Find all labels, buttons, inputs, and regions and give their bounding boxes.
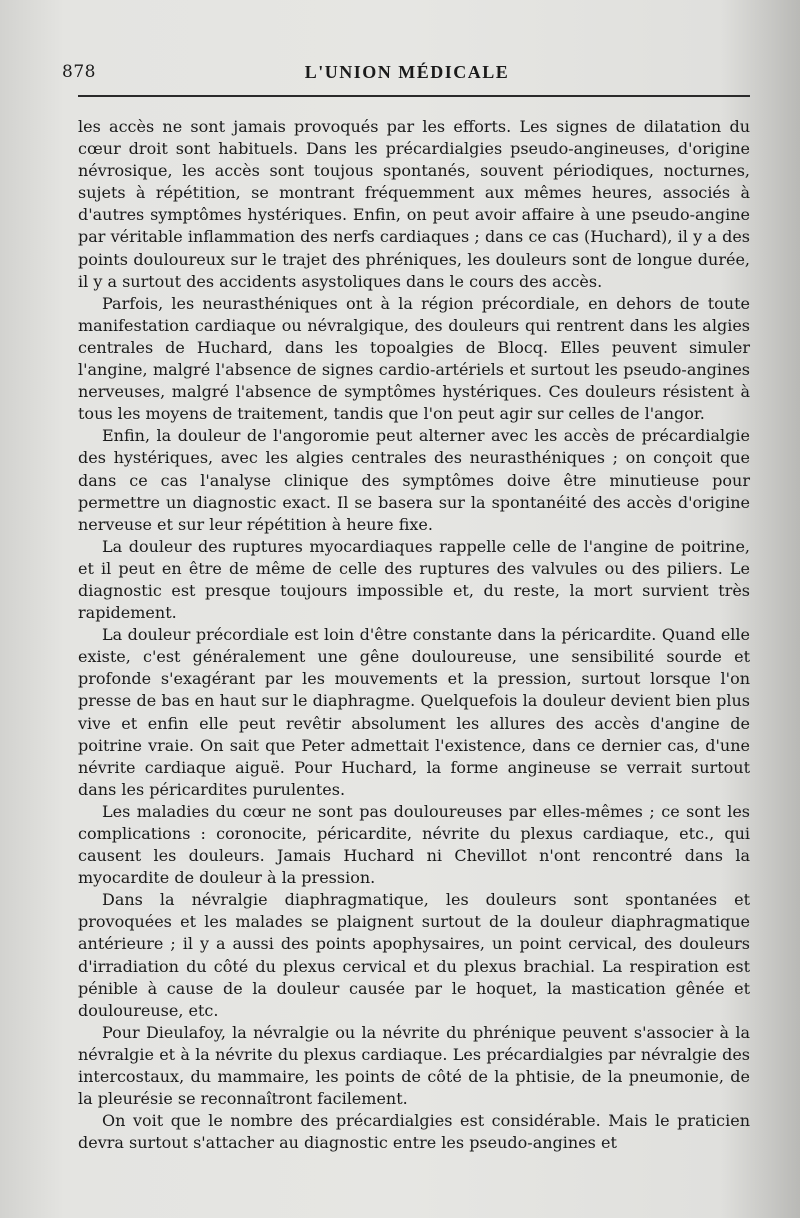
paragraph: Enfin, la douleur de l'angoromie peut alterner avec les accès de précardialgie des hystériques, avec les algies centrales des neurasthéniques ; on conçoit que dans ce cas l'analyse clinique des symptômes doive être minutieuse pour permettre un diagnostic exact. Il se basera sur la spontanéité des accès d'origine nerveuse et sur leur répétition à heure fixe. [78, 426, 750, 534]
paragraph: On voit que le nombre des précardialgies est considérable. Mais le praticien devra surtout s'attacher au diagnostic entre les pseudo-angines et [78, 1111, 750, 1153]
paragraph: les accès ne sont jamais provoqués par les efforts. Les signes de dilatation du cœur droit sont habituels. Dans les précardialgies pseudo-angineuses, d'origine névrosique, les accès sont toujous spontanés, souvent périodiques, nocturnes, sujets à répétition, se montrant fréquemment aux mêmes heures, associés à d'autres symptômes hystériques. Enfin, on peut avoir affaire à une pseudo-angine par véritable inflammation des nerfs cardiaques ; dans ce cas (Huchard), il y a des points douloureux sur le trajet des phréniques, les douleurs sont de longue durée, il y a surtout des accidents asystoliques dans le cours des accès. [78, 117, 750, 291]
paragraph: Dans la névralgie diaphragmatique, les douleurs sont spontanées et provoquées et les malades se plaignent surtout de la douleur diaphragmatique antérieure ; il y a aussi des points apophysaires, un point cervical, des douleurs d'irradiation du côté du plexus cervical et du plexus brachial. La respiration est pénible à cause de la douleur causée par le hoquet, la mastication gênée et douloureuse, etc. [78, 890, 750, 1020]
paragraph: Les maladies du cœur ne sont pas douloureuses par elles-mêmes ; ce sont les complications : coronocite, péricardite, névrite du plexus cardiaque, etc., qui causent les douleurs. Jamais Huchard ni Chevillot n'ont rencontré dans la myocardite de douleur à la pression. [78, 801, 750, 888]
paragraph: Pour Dieulafoy, la névralgie ou la névrite du phrénique peuvent s'associer à la névralgie et à la névrite du plexus cardiaque. Les précardialgies par névralgie des intercostaux, du mammaire, les points de côté de la phtisie, de la pneumonie, de la pleurésie se reconnaîtront facilement. [78, 1022, 750, 1109]
page-header [62, 58, 752, 88]
running-head: L'UNION MÉDICALE [304, 62, 510, 82]
body-text [78, 116, 750, 1154]
paragraph: La douleur précordiale est loin d'être constante dans la péricardite. Quand elle existe, c'est généralement une gêne douloureuse, une sensibilité sourde et profonde s'exagérant par les mouvements et la pression, surtout lorsque l'on presse de bas en haut sur le diaphragme. Quelquefois la douleur devient bien plus vive et enfin elle peut revêtir absolument les allures des accès d'angine de poitrine vraie. On sait que Peter admettait l'existence, dans ce dernier cas, d'une névrite cardiaque aiguë. Pour Huchard, la forme angineuse se verrait surtout dans les péricardites purulentes. [78, 625, 750, 799]
paragraph: La douleur des ruptures myocardiaques rappelle celle de l'angine de poitrine, et il peut en être de même de celle des ruptures des valvules ou des piliers. Le diagnostic est presque toujours impossible et, du reste, la mort survient très rapidement. [78, 536, 750, 623]
header-rule [78, 95, 750, 97]
paragraph: Parfois, les neurasthéniques ont à la région précordiale, en dehors de toute manifestation cardiaque ou névralgique, des douleurs qui rentrent dans les algies centrales de Huchard, dans les topoalgies de Blocq. Elles peuvent simuler l'angine, malgré l'absence de signes cardio-artériels et surtout les pseudo-angines nerveuses, malgré l'absence de symptômes hystériques. Ces douleurs résistent à tous les moyens de traitement, tandis que l'on peut agir sur celles de l'angor. [78, 293, 750, 424]
page-number: 878 [62, 62, 96, 82]
